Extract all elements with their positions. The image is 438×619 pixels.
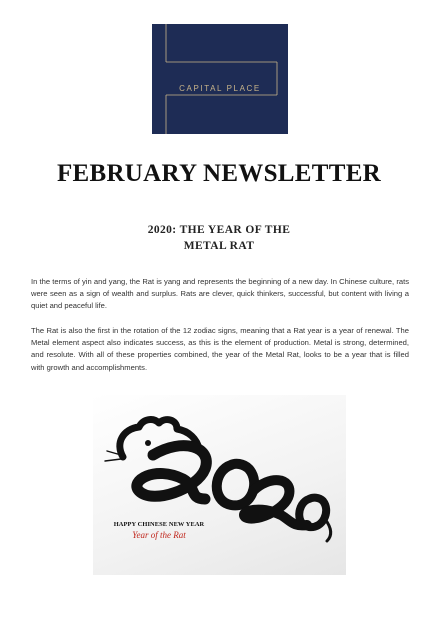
paragraph-metal-rat: The Rat is also the first in the rotation of the 12 zodiac signs, meaning that a Rat year is a year of renewal. The Metal element aspect also indicates success, as this is the element of production. Metal is strong, determined, and resolute. With all of these properties combined, the year of the Metal Rat, looks to be a year that is filled with growth and accomplishments.	[31, 326, 409, 372]
article-heading-line-2: METAL RAT	[183, 240, 255, 252]
capital-place-logo	[152, 24, 288, 134]
greeting-text: HAPPY CHINESE NEW YEAR	[113, 521, 205, 528]
article-heading-line-1: 2020: THE YEAR OF THE	[147, 224, 291, 236]
logo-text: CAPITAL PLACE	[179, 84, 261, 93]
brush-2020-rat-artwork	[93, 395, 346, 575]
paragraph-yin-yang: In the terms of yin and yang, the Rat is yang and represents the beginning of a new day. In Chinese culture, rats were seen as a sign of wealth and surplus. Rats are clever, quick thinkers, successful, but content with living a quiet and peaceful life.	[31, 277, 409, 311]
logo-frame-lines	[152, 24, 288, 134]
year-of-the-rat-script: Year of the Rat	[132, 530, 186, 540]
newsletter-title: FEBRUARY NEWSLETTER	[56, 160, 382, 187]
year-of-rat-illustration	[93, 395, 346, 575]
